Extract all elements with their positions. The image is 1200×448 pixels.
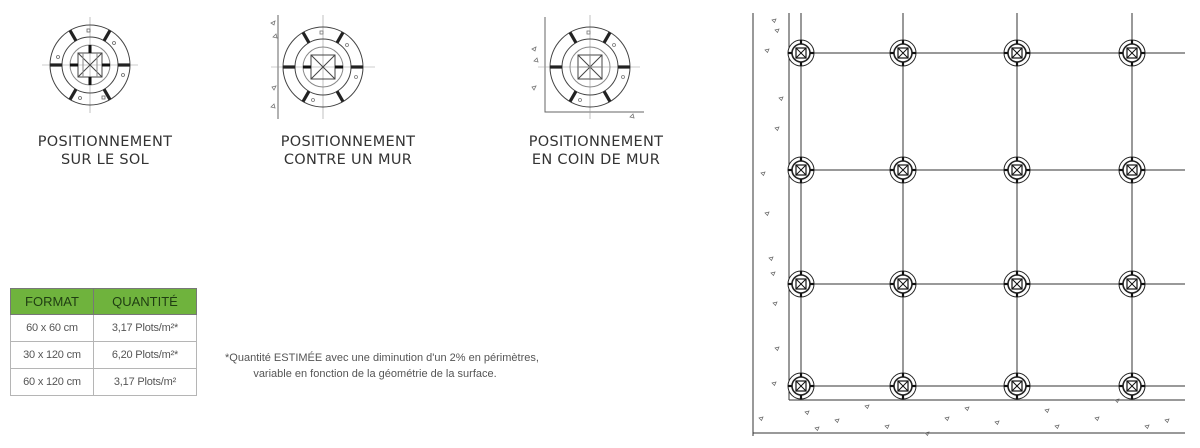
- row-quantity: 3,17 Plots/m²: [94, 369, 197, 396]
- gravel-mark: [773, 302, 777, 306]
- gravel-mark: [1165, 419, 1169, 423]
- table-row: [11, 342, 197, 369]
- gravel-mark: [775, 127, 779, 131]
- caption-corner: [496, 133, 696, 169]
- gravel-mark: [771, 272, 775, 276]
- gravel-mark: [761, 172, 765, 176]
- row-format: 60 x 120 cm: [11, 369, 94, 396]
- pedestal-marker: [890, 271, 916, 297]
- row-quantity: 6,20 Plots/m²*: [94, 342, 197, 369]
- quantity-table: [10, 288, 197, 396]
- caption-corner-line2: EN COIN DE MUR: [531, 152, 661, 168]
- row-format: 60 x 60 cm: [11, 315, 94, 342]
- pedestal-marker: [788, 373, 814, 399]
- pedestal-marker: [1119, 373, 1145, 399]
- pedestal-marker: [788, 157, 814, 183]
- gravel-mark: [865, 405, 869, 409]
- caption-floor-line1: POSITIONNEMENT: [37, 134, 173, 150]
- pedestal-marker: [890, 40, 916, 66]
- gravel-mark: [885, 425, 889, 429]
- pedestal-wall-diagram: [268, 12, 378, 122]
- gravel-mark: [1145, 425, 1149, 429]
- gravel-mark: [765, 212, 769, 216]
- pedestal-marker: [1004, 157, 1030, 183]
- caption-floor-line2: SUR LE SOL: [60, 152, 150, 168]
- estimate-footnote: [225, 350, 539, 382]
- header-quantity: QUANTITÉ: [94, 289, 197, 315]
- gravel-mark: [775, 347, 779, 351]
- header-format: FORMAT: [11, 289, 94, 315]
- table-row: [11, 369, 197, 396]
- caption-corner-line1: POSITIONNEMENT: [528, 134, 664, 150]
- gravel-mark: [965, 407, 969, 411]
- gravel-mark: [1095, 417, 1099, 421]
- pedestal-marker: [1004, 40, 1030, 66]
- table-header-row: [11, 289, 197, 315]
- pedestal-corner-diagram: [528, 12, 648, 122]
- pedestal-marker: [1119, 271, 1145, 297]
- row-quantity: 3,17 Plots/m²*: [94, 315, 197, 342]
- pedestal-marker: [1004, 373, 1030, 399]
- caption-wall-line2: CONTRE UN MUR: [283, 152, 413, 168]
- pedestal-marker: [788, 271, 814, 297]
- caption-floor: [5, 133, 205, 169]
- gravel-mark: [995, 421, 999, 425]
- gravel-mark: [765, 49, 769, 53]
- pedestal-floor-diagram: [40, 15, 140, 115]
- footnote-line1: *Quantité ESTIMÉE avec une diminution d'un 2% en périmètres,: [225, 352, 539, 364]
- pedestal-marker: [1119, 40, 1145, 66]
- gravel-mark: [1115, 399, 1119, 403]
- gravel-mark: [759, 417, 763, 421]
- pedestal-marker: [890, 157, 916, 183]
- gravel-mark: [925, 432, 929, 436]
- layout-plan-grid: [745, 8, 1190, 440]
- pedestal-marker: [890, 373, 916, 399]
- gravel-mark: [775, 29, 779, 33]
- gravel-mark: [769, 257, 773, 261]
- gravel-mark: [815, 427, 819, 431]
- gravel-mark: [1045, 409, 1049, 413]
- gravel-mark: [772, 19, 776, 23]
- pedestal-marker: [1004, 271, 1030, 297]
- caption-wall: [248, 133, 448, 169]
- table-row: [11, 315, 197, 342]
- gravel-mark: [779, 97, 783, 101]
- gravel-mark: [772, 382, 776, 386]
- pedestal-marker: [788, 40, 814, 66]
- gravel-mark: [835, 419, 839, 423]
- gravel-mark: [805, 411, 809, 415]
- gravel-mark: [1055, 425, 1059, 429]
- gravel-mark: [945, 417, 949, 421]
- footnote-line2: variable en fonction de la géométrie de la surface.: [253, 368, 497, 380]
- pedestal-marker: [1119, 157, 1145, 183]
- caption-wall-line1: POSITIONNEMENT: [280, 134, 416, 150]
- row-format: 30 x 120 cm: [11, 342, 94, 369]
